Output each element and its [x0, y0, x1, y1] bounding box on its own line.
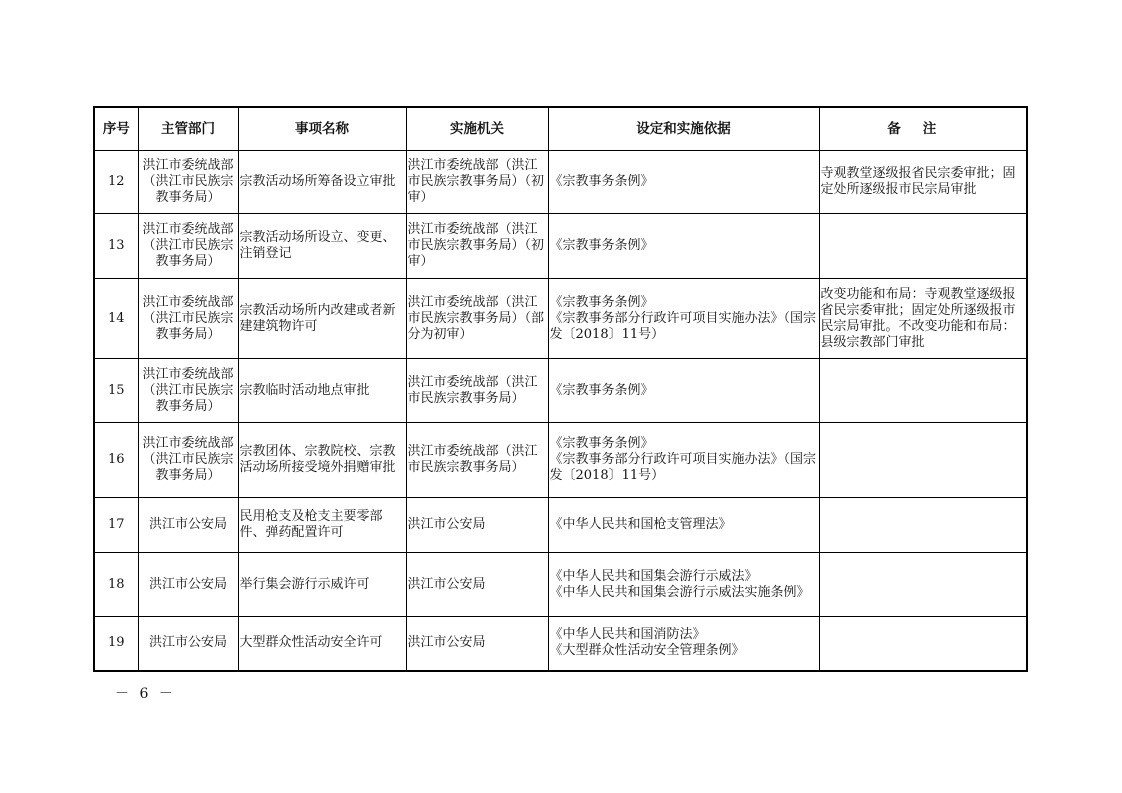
table-row — [94, 151, 1027, 214]
cell-note: 寺观教堂逐级报省民宗委审批；固定处所逐级报市民宗局审批 — [819, 151, 1027, 214]
cell-no: 15 — [94, 359, 138, 423]
cell-dept: 洪江市委统战部（洪江市民族宗教事务局） — [138, 423, 238, 498]
table-row — [94, 553, 1027, 617]
cell-no: 19 — [94, 617, 138, 671]
header-note: 备注 — [819, 107, 1027, 151]
cell-dept: 洪江市委统战部（洪江市民族宗教事务局） — [138, 151, 238, 214]
header-agency: 实施机关 — [406, 107, 548, 151]
cell-basis — [548, 359, 819, 423]
cell-agency: 洪江市委统战部（洪江市民族宗教事务局）（初审） — [406, 151, 548, 214]
cell-note — [819, 498, 1027, 553]
cell-no: 18 — [94, 553, 138, 617]
cell-note — [819, 553, 1027, 617]
header-dept: 主管部门 — [138, 107, 238, 151]
cell-basis — [548, 151, 819, 214]
basis-text: 《中华人民共和国枪支管理法》 — [549, 517, 732, 532]
cell-dept: 洪江市委统战部（洪江市民族宗教事务局） — [138, 214, 238, 279]
header-item: 事项名称 — [238, 107, 406, 151]
cell-agency: 洪江市委统战部（洪江市民族宗教事务局） — [406, 359, 548, 423]
table-header-row — [94, 107, 1027, 151]
header-no: 序号 — [94, 107, 138, 151]
basis-text: 《宗教事务条例》 — [549, 382, 654, 398]
table-row — [94, 279, 1027, 359]
cell-dept: 洪江市委统战部（洪江市民族宗教事务局） — [138, 279, 238, 359]
cell-no: 14 — [94, 279, 138, 359]
cell-dept: 洪江市公安局 — [138, 617, 238, 671]
basis-text: 《宗教事务条例》 — [549, 174, 654, 189]
cell-item: 民用枪支及枪支主要零部件、弹药配置许可 — [238, 498, 406, 553]
cell-agency: 洪江市公安局 — [406, 498, 548, 553]
cell-basis — [548, 214, 819, 279]
cell-no: 17 — [94, 498, 138, 553]
cell-item: 大型群众性活动安全许可 — [238, 617, 406, 671]
cell-dept: 洪江市公安局 — [138, 498, 238, 553]
table-row — [94, 423, 1027, 498]
cell-basis — [548, 423, 819, 498]
basis-text: 《宗教事务条例》 《宗教事务部分行政许可项目实施办法》（国宗发〔2018〕11号） — [549, 294, 817, 342]
cell-basis — [548, 617, 819, 671]
cell-item: 宗教活动场所设立、变更、注销登记 — [238, 214, 406, 279]
page-number: － 6 － — [115, 686, 176, 702]
cell-basis — [548, 553, 819, 617]
header-basis: 设定和实施依据 — [548, 107, 819, 151]
cell-no: 13 — [94, 214, 138, 279]
cell-no: 16 — [94, 423, 138, 498]
table-row — [94, 359, 1027, 423]
table-row — [94, 617, 1027, 671]
cell-note — [819, 423, 1027, 498]
basis-text: 《宗教事务条例》 — [549, 238, 654, 253]
cell-item: 举行集会游行示威许可 — [238, 553, 406, 617]
table-row — [94, 214, 1027, 279]
cell-note — [819, 617, 1027, 671]
basis-text: 《宗教事务条例》 《宗教事务部分行政许可项目实施办法》（国宗发〔2018〕11号） — [549, 436, 817, 483]
cell-dept: 洪江市公安局 — [138, 553, 238, 617]
permit-table — [93, 106, 1028, 672]
cell-basis — [548, 279, 819, 359]
cell-agency: 洪江市委统战部（洪江市民族宗教事务局）（初审） — [406, 214, 548, 279]
cell-note — [819, 359, 1027, 423]
cell-item: 宗教活动场所筹备设立审批 — [238, 151, 406, 214]
cell-no: 12 — [94, 151, 138, 214]
cell-note: 改变功能和布局：寺观教堂逐级报省民宗委审批；固定处所逐级报市民宗局审批。不改变功能和布局：县级宗教部门审批 — [819, 279, 1027, 359]
cell-item: 宗教团体、宗教院校、宗教活动场所接受境外捐赠审批 — [238, 423, 406, 498]
table-row — [94, 498, 1027, 553]
cell-note — [819, 214, 1027, 279]
cell-item: 宗教临时活动地点审批 — [238, 359, 406, 423]
basis-text: 《中华人民共和国消防法》 《大型群众性活动安全管理条例》 — [549, 627, 745, 659]
cell-agency: 洪江市公安局 — [406, 617, 548, 671]
cell-agency: 洪江市委统战部（洪江市民族宗教事务局）（部分为初审） — [406, 279, 548, 359]
cell-agency: 洪江市公安局 — [406, 553, 548, 617]
cell-basis — [548, 498, 819, 553]
cell-agency: 洪江市委统战部（洪江市民族宗教事务局） — [406, 423, 548, 498]
cell-dept: 洪江市委统战部（洪江市民族宗教事务局） — [138, 359, 238, 423]
cell-item: 宗教活动场所内改建或者新建建筑物许可 — [238, 279, 406, 359]
basis-text: 《中华人民共和国集会游行示威法》 《中华人民共和国集会游行示威法实施条例》 — [549, 568, 810, 600]
